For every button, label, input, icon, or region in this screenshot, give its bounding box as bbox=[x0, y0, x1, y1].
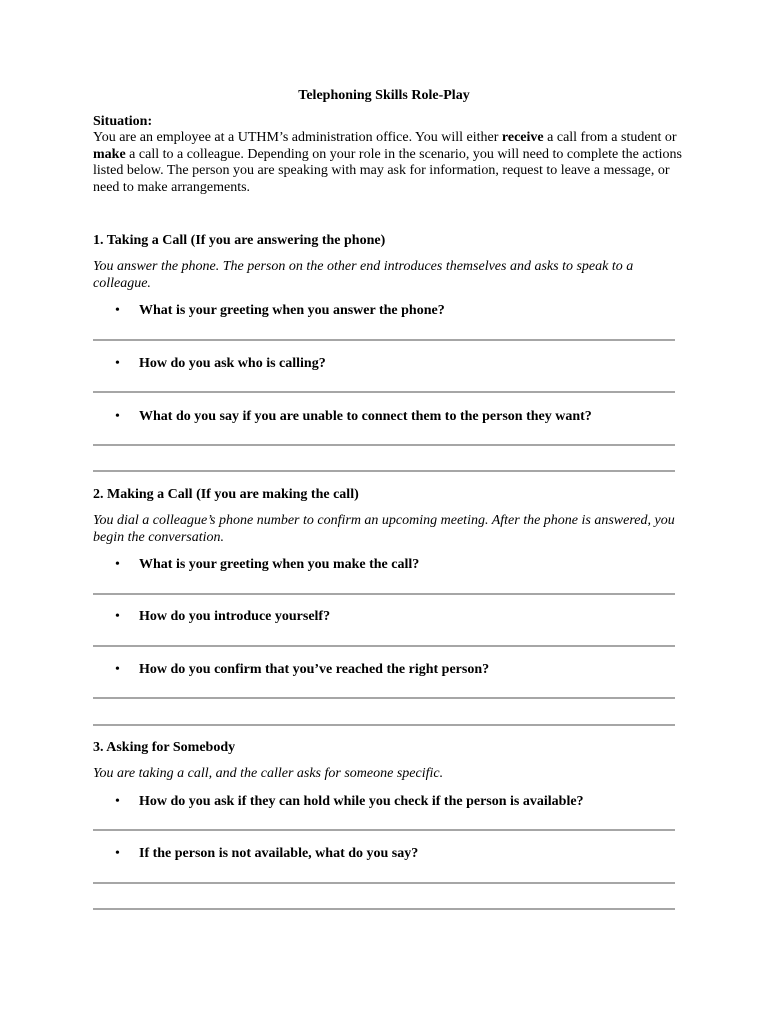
answer-line[interactable] bbox=[93, 645, 675, 647]
section-2-question-2: How do you introduce yourself? bbox=[139, 609, 331, 624]
situation-bold-make: make bbox=[93, 146, 126, 162]
answer-line[interactable] bbox=[93, 391, 675, 393]
document-title: Telephoning Skills Role-Play bbox=[298, 88, 470, 103]
answer-line[interactable] bbox=[93, 470, 675, 472]
section-1-question-1: What is your greeting when you answer the phone? bbox=[139, 303, 445, 318]
bullet-glyph: • bbox=[115, 356, 120, 371]
bullet-glyph: • bbox=[115, 846, 120, 861]
answer-line[interactable] bbox=[93, 339, 675, 341]
bullet-glyph: • bbox=[115, 303, 120, 318]
situation-text bbox=[93, 130, 683, 196]
answer-line[interactable] bbox=[93, 593, 675, 595]
section-2-heading: 2. Making a Call (If you are making the call) bbox=[93, 487, 359, 502]
answer-line[interactable] bbox=[93, 697, 675, 699]
answer-line[interactable] bbox=[93, 724, 675, 726]
situation-text-part-2: a call from a student or bbox=[543, 130, 677, 145]
section-2-question-1: What is your greeting when you make the call? bbox=[139, 557, 420, 572]
situation-text-part-1: You are an employee at a UTHM’s administration office. You will either bbox=[93, 130, 502, 145]
bullet-glyph: • bbox=[115, 557, 120, 572]
section-1-heading: 1. Taking a Call (If you are answering the phone) bbox=[93, 233, 386, 248]
section-1-question-3: What do you say if you are unable to connect them to the person they want? bbox=[139, 409, 592, 424]
situation-bold-receive: receive bbox=[501, 130, 544, 145]
answer-line[interactable] bbox=[93, 882, 675, 884]
bullet-glyph: • bbox=[115, 662, 120, 677]
answer-line[interactable] bbox=[93, 829, 675, 831]
section-3-heading: 3. Asking for Somebody bbox=[93, 740, 236, 755]
answer-line[interactable] bbox=[93, 444, 675, 446]
section-3-intro: You are taking a call, and the caller asks for someone specific. bbox=[93, 766, 444, 781]
section-1-question-2: How do you ask who is calling? bbox=[139, 356, 326, 371]
bullet-glyph: • bbox=[115, 794, 120, 809]
situation-text-part-3: a call to a colleague. Depending on your role in the scenario, you will need to complete the actions listed below. The person you are speaking with may ask for information, request to leave a message, or need to make arrangements. bbox=[93, 146, 682, 195]
bullet-glyph: • bbox=[115, 609, 120, 624]
bullet-glyph: • bbox=[115, 409, 120, 424]
section-2-intro: You dial a colleague’s phone number to confirm an upcoming meeting. After the phone is answered, you begin the conversation. bbox=[93, 513, 675, 545]
answer-line[interactable] bbox=[93, 908, 675, 910]
section-2-question-3: How do you confirm that you’ve reached the right person? bbox=[139, 662, 490, 677]
situation-heading: Situation: bbox=[93, 114, 153, 129]
section-3-question-2: If the person is not available, what do you say? bbox=[139, 846, 419, 861]
section-3-question-1: How do you ask if they can hold while you check if the person is available? bbox=[139, 794, 584, 809]
section-1-intro: You answer the phone. The person on the other end introduces themselves and asks to speak to a colleague. bbox=[93, 259, 634, 291]
